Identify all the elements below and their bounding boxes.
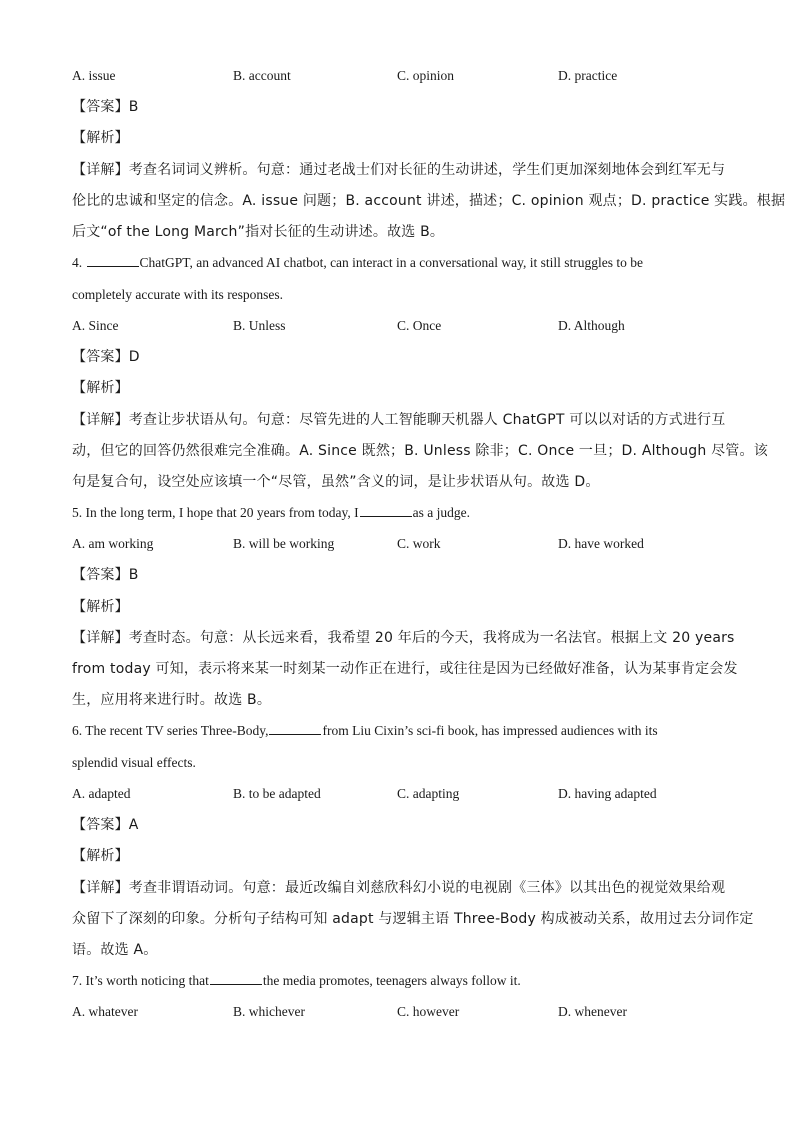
q3-detail-line-1: 【详解】考查名词词义辨析。句意：通过老战士们对长征的生动讲述，学生们更加深刻地体会到红军无与 xyxy=(72,162,726,178)
q3-detail-line-2: 伦比的忠诚和坚定的信念。A. issue 问题；B. account 讲述，描述；C. opinion 观点；D. practice 实践。根据 xyxy=(72,193,786,209)
q5-stem-text: 5. In the long term, I hope that 20 years from today, I xyxy=(72,505,359,520)
q4-analysis-label: 【解析】 xyxy=(72,380,129,396)
q6-option-a: A. adapted xyxy=(72,786,131,801)
q4-detail-line-3: 句是复合句，设空处应该填一个“尽管，虽然”含义的词，是让步状语从句。故选 D。 xyxy=(72,474,600,490)
q6-analysis-label: 【解析】 xyxy=(72,848,129,864)
q7-blank xyxy=(210,972,262,985)
q6-detail-line-1: 【详解】考查非谓语动词。句意：最近改编自刘慈欣科幻小说的电视剧《三体》以其出色的视觉效果给观 xyxy=(72,880,726,896)
q7-option-c: C. however xyxy=(397,1004,460,1019)
q5-detail-line-2: from today 可知，表示将来某一时刻某一动作正在进行，或往往是因为已经做好准备，认为某事肯定会发 xyxy=(72,661,738,677)
q4-option-c: C. Once xyxy=(397,318,442,333)
q5-stem xyxy=(72,503,722,523)
q6-stem-end: from Liu Cixin’s sci-fi book, has impressed audiences with its xyxy=(322,723,658,738)
q7-stem-end: the media promotes, teenagers always follow it. xyxy=(262,973,521,988)
q5-stem-end: as a judge. xyxy=(412,505,471,520)
q3-option-c: C. opinion xyxy=(397,68,455,83)
q3-option-d: D. practice xyxy=(558,68,618,83)
q5-answer: 【答案】B xyxy=(72,567,139,583)
q6-option-b: B. to be adapted xyxy=(233,786,321,801)
q3-analysis-label: 【解析】 xyxy=(72,130,129,146)
q6-stem xyxy=(72,721,722,741)
q5-option-c: C. work xyxy=(397,536,441,551)
q5-detail-line-1: 【详解】考查时态。句意：从长远来看，我希望 20 年后的今天，我将成为一名法官。根据上文 20 years xyxy=(72,630,735,646)
q7-stem-text: 7. It’s worth noticing that xyxy=(72,973,209,988)
q6-stem-continued: splendid visual effects. xyxy=(72,755,196,770)
q4-number: 4. xyxy=(72,255,86,270)
q6-detail-line-3: 语。故选 A。 xyxy=(72,942,158,958)
q5-detail-line-3: 生，应用将来进行时。故选 B。 xyxy=(72,692,272,708)
q4-stem-text: ChatGPT, an advanced AI chatbot, can interact in a conversational way, it still struggles to be xyxy=(139,255,643,270)
q4-detail-line-1: 【详解】考查让步状语从句。句意：尽管先进的人工智能聊天机器人 ChatGPT 可以以对话的方式进行互 xyxy=(72,412,726,428)
q4-option-d: D. Although xyxy=(558,318,625,333)
q5-option-a: A. am working xyxy=(72,536,154,551)
q4-blank xyxy=(87,254,139,267)
q6-blank xyxy=(269,722,321,735)
q5-option-d: D. have worked xyxy=(558,536,644,551)
q6-answer: 【答案】A xyxy=(72,817,139,833)
q6-option-d: D. having adapted xyxy=(558,786,657,801)
q5-blank xyxy=(360,504,412,517)
q6-detail-line-2: 众留下了深刻的印象。分析句子结构可知 adapt 与逻辑主语 Three-Body 构成被动关系，故用过去分词作定 xyxy=(72,911,754,927)
q3-option-a: A. issue xyxy=(72,68,116,83)
q5-option-b: B. will be working xyxy=(233,536,335,551)
q5-analysis-label: 【解析】 xyxy=(72,599,129,615)
q4-detail-line-2: 动，但它的回答仍然很难完全准确。A. Since 既然；B. Unless 除非；C. Once 一旦；D. Although 尽管。该 xyxy=(72,443,768,459)
q4-option-b: B. Unless xyxy=(233,318,286,333)
q6-stem-text: 6. The recent TV series Three-Body, xyxy=(72,723,269,738)
q4-option-a: A. Since xyxy=(72,318,119,333)
q4-stem-continued: completely accurate with its responses. xyxy=(72,287,284,302)
q4-stem xyxy=(72,253,722,273)
q3-detail-line-3: 后文“of the Long March”指对长征的生动讲述。故选 B。 xyxy=(72,224,445,240)
q7-option-d: D. whenever xyxy=(558,1004,627,1019)
q7-option-b: B. whichever xyxy=(233,1004,305,1019)
q7-stem xyxy=(72,971,722,991)
q7-option-a: A. whatever xyxy=(72,1004,138,1019)
q3-option-b: B. account xyxy=(233,68,291,83)
q4-answer: 【答案】D xyxy=(72,349,140,365)
q3-answer: 【答案】B xyxy=(72,99,139,115)
q6-option-c: C. adapting xyxy=(397,786,460,801)
